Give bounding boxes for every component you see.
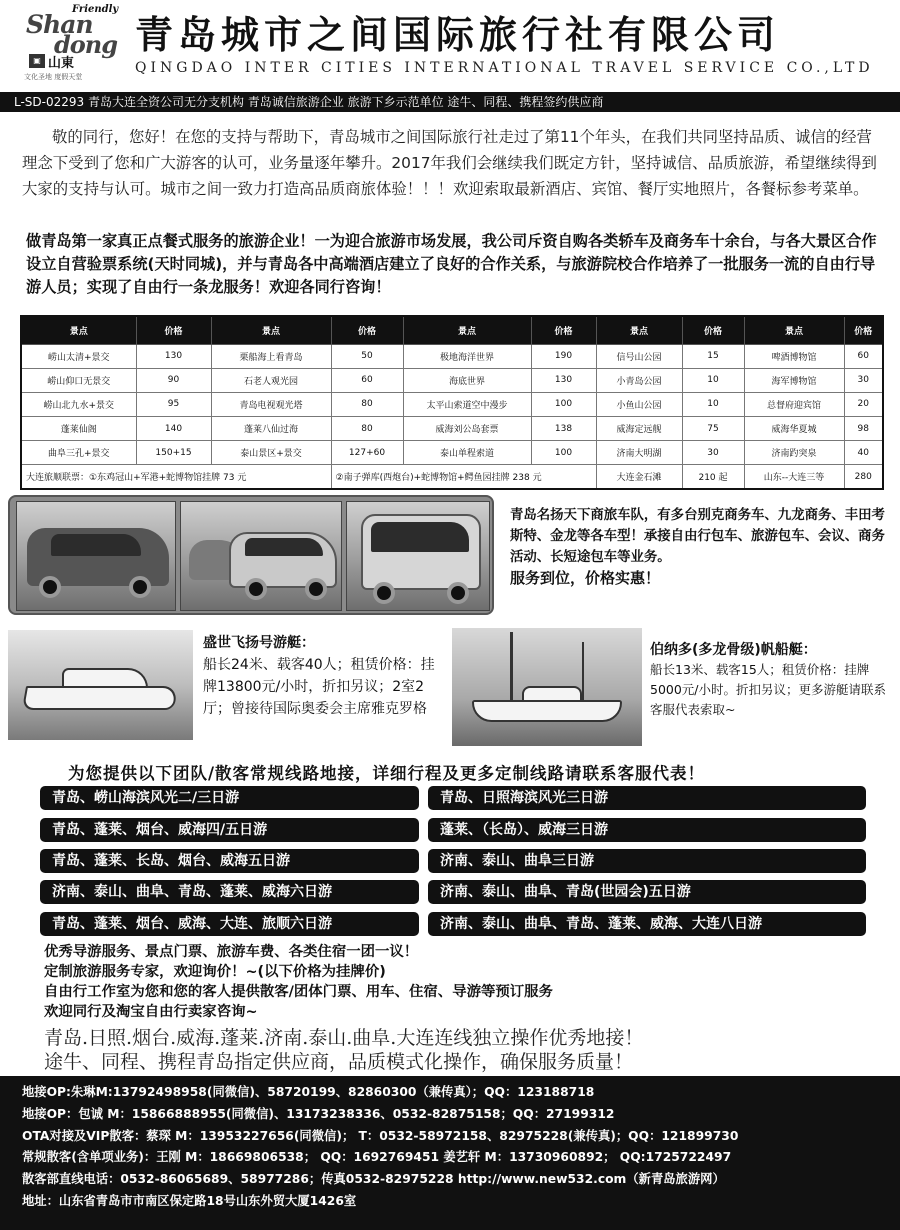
table-cell: 济南趵突泉 <box>744 441 844 465</box>
table-cell: 10 <box>682 392 744 416</box>
table-cell: 总督府迎宾馆 <box>744 392 844 416</box>
table-row <box>21 416 883 440</box>
buick-mpv-photo <box>16 501 176 611</box>
shandong-logo <box>14 4 124 84</box>
tagline <box>44 1026 874 1074</box>
service-line: 自由行工作室为您和您的客人提供散客/团体门票、用车、住宿、导游等预订服务 <box>44 984 553 1000</box>
table-cell: 青岛电视观光塔 <box>211 392 331 416</box>
table-cell: 威海定远舰 <box>596 416 682 440</box>
car-fleet-text: 青岛名扬天下商旅车队，有多台别克商务车、九龙商务、丰田考斯特、金龙等各车型！承接自由行包车、旅游包车、会议、商务活动、长短途包车等业务。 <box>510 508 885 565</box>
table-cell: 山东--大连三等 <box>744 465 844 489</box>
route-item: 青岛、蓬莱、烟台、威海、大连、旅顺六日游 <box>40 912 419 936</box>
table-cell: 280 <box>844 465 883 489</box>
table-cell: 威海华夏城 <box>744 416 844 440</box>
motor-yacht-body: 船长24米、载客40人；租赁价格：挂牌13800元/小时，折扣另议；2室2厅；曾接待国际奥委会主席雅克罗格 <box>203 657 435 717</box>
table-cell: 太平山索道空中漫步 <box>403 392 531 416</box>
table-cell: 80 <box>331 416 403 440</box>
route-item: 蓬莱、（长岛）、威海三日游 <box>428 818 866 842</box>
yacht-hull-shape <box>22 686 178 710</box>
car-fleet-photos <box>8 495 494 615</box>
wheel-icon <box>245 578 267 600</box>
route-item: 济南、泰山、曲阜、青岛(世园会)五日游 <box>428 880 866 904</box>
table-cell: 100 <box>531 392 596 416</box>
sailboat-cabin-shape <box>522 686 582 702</box>
yacht-cabin-shape <box>62 668 148 688</box>
header-cell: 价格 <box>682 316 744 344</box>
tagline-line: 青岛.日照.烟台.威海.蓬莱.济南.泰山.曲阜.大连连线独立操作优秀地接！ <box>44 1027 644 1049</box>
contact-line: 地接OP：包诚 M：15866888955(同微信)、13173238336、0532-82875158；QQ：27199312 <box>22 1106 615 1121</box>
logo-shan: Shan <box>26 10 93 39</box>
coach-bus-photo <box>346 501 490 611</box>
wheel-icon <box>305 578 327 600</box>
intro-paragraph <box>22 124 882 202</box>
car-fleet-emphasis: 服务到位，价格实惠！ <box>510 569 661 587</box>
table-cell: 蓬莱八仙过海 <box>211 416 331 440</box>
contacts-footer <box>0 1076 900 1230</box>
sailboat-hull-shape <box>472 700 622 722</box>
table-cell: 曲阜三孔+景交 <box>21 441 136 465</box>
table-cell: 98 <box>844 416 883 440</box>
route-item: 青岛、蓬莱、长岛、烟台、威海五日游 <box>40 849 419 873</box>
logo-dong: dong <box>54 30 118 59</box>
table-cell: 泰山单程索道 <box>403 441 531 465</box>
table-cell: 80 <box>331 392 403 416</box>
motor-yacht-photo <box>8 630 193 740</box>
table-cell: 济南大明湖 <box>596 441 682 465</box>
logo-seal-icon: ▣ <box>29 54 45 68</box>
route-item: 济南、泰山、曲阜、青岛、蓬莱、威海六日游 <box>40 880 419 904</box>
table-cell: 50 <box>331 344 403 368</box>
table-cell: 海底世界 <box>403 368 531 392</box>
header-cell: 景点 <box>21 316 136 344</box>
page-header <box>0 0 900 92</box>
wheel-icon <box>39 576 61 598</box>
table-cell: 75 <box>682 416 744 440</box>
contact-line: OTA对接及VIP散客：蔡琛 M：13953227656(同微信)； T：0532-58972158、82975228(兼传真)；QQ：121899730 <box>22 1128 739 1143</box>
table-row <box>21 441 883 465</box>
wheel-icon <box>129 576 151 598</box>
combo-ticket-2: ②南子弹库(西炮台)+蛇博物馆+鳄鱼园挂牌 238 元 <box>331 465 596 489</box>
header-cell: 价格 <box>331 316 403 344</box>
logo-slogan: 文化圣地 度假天堂 <box>24 73 83 81</box>
vans-photo <box>180 501 342 611</box>
table-cell: 100 <box>531 441 596 465</box>
header-cell: 景点 <box>403 316 531 344</box>
table-cell: 15 <box>682 344 744 368</box>
intro-text: 敬的同行，您好！在您的支持与帮助下，青岛城市之间国际旅行社走过了第11个年头，在我们共同坚持品质、诚信的经营理念下受到了您和广大游客的认可，业务量逐年攀升。2017年我们会继续我们既定方针，坚持诚信、品质旅游，希望继续得到大家的支持与认可。城市之间一致力打造高品质商旅体验！！！欢迎索取最新酒店、宾馆、餐厅实地照片，各餐标参考菜单。 <box>22 128 877 198</box>
table-cell: 90 <box>136 368 211 392</box>
header-cell: 价格 <box>844 316 883 344</box>
promo-paragraph: 做青岛第一家真正点餐式服务的旅游企业！一为迎合旅游市场发展，我公司斥资自购各类轿车及商务车十余台，与各大景区合作设立自营验票系统(天时同城)，并与青岛各中高端酒店建立了良好的合作关系，与旅游院校合作培养了一批服务一流的自由行导游人员；实现了自由行一条龙服务！欢迎各同行咨询！ <box>26 232 877 296</box>
routes-title: 为您提供以下团队/散客常规线路地接，详细行程及更多定制线路请联系客服代表！ <box>68 764 706 783</box>
sailboat-body: 船长13米、载客15人；租赁价格：挂牌5000元/小时。折扣另议；更多游艇请联系客服代表索取~ <box>650 662 887 717</box>
motor-yacht-title: 盛世飞扬号游艇： <box>203 635 315 651</box>
sailboat-photo <box>452 628 642 746</box>
table-cell: 大连金石滩 <box>596 465 682 489</box>
table-cell: 210 起 <box>682 465 744 489</box>
table-cell: 140 <box>136 416 211 440</box>
tagline-line: 途牛、同程、携程青岛指定供应商，品质模式化操作，确保服务质量！ <box>44 1051 634 1073</box>
route-item: 青岛、崂山海滨风光二/三日游 <box>40 786 419 810</box>
table-cell: 极地海洋世界 <box>403 344 531 368</box>
table-row <box>21 392 883 416</box>
table-cell: 小青岛公园 <box>596 368 682 392</box>
table-cell: 蓬莱仙阁 <box>21 416 136 440</box>
car-window-shape <box>245 538 323 556</box>
table-row <box>21 344 883 368</box>
contact-line: 常规散客(含单项业务)：王刚 M：18669806538； QQ：1692769451 姜艺轩 M：13730960892； QQ:1725722497 <box>22 1150 732 1165</box>
wheel-icon <box>373 582 395 604</box>
table-row <box>21 368 883 392</box>
sailboat-title: 伯纳多(多龙骨级)帆船艇： <box>650 642 817 658</box>
table-cell: 栗船海上看青岛 <box>211 344 331 368</box>
table-cell: 130 <box>136 344 211 368</box>
services-list <box>44 942 874 1022</box>
service-line: 优秀导游服务、景点门票、旅游车费、各类住宿一团一议！ <box>44 944 419 960</box>
car-fleet-description <box>510 505 888 589</box>
table-cell: 10 <box>682 368 744 392</box>
table-cell: 崂山北九水+景交 <box>21 392 136 416</box>
license-bar: L-SD-02293 青岛大连全资公司无分支机构 青岛诚信旅游企业 旅游下乡示范单位 途牛、同程、携程签约供应商 <box>0 92 900 112</box>
wheel-icon <box>447 582 469 604</box>
table-cell: 30 <box>682 441 744 465</box>
table-cell: 石老人观光园 <box>211 368 331 392</box>
table-cell: 威海刘公岛套票 <box>403 416 531 440</box>
table-cell: 130 <box>531 368 596 392</box>
table-cell: 40 <box>844 441 883 465</box>
header-cell: 景点 <box>596 316 682 344</box>
table-cell: 150+15 <box>136 441 211 465</box>
company-title-en: QINGDAO INTER CITIES INTERNATIONAL TRAVEL SERVICE CO.,LTD <box>135 60 874 76</box>
contact-line: 地接OP:朱琳M:13792498958(同微信)、58720199、82860300（兼传真）；QQ：123188718 <box>22 1085 595 1099</box>
car-window-shape <box>51 534 141 556</box>
table-cell: 30 <box>844 368 883 392</box>
table-cell: 崂山太清+景交 <box>21 344 136 368</box>
table-footer-row <box>21 465 883 489</box>
price-table <box>20 315 884 490</box>
car-window-shape <box>371 522 469 552</box>
route-item: 济南、泰山、曲阜三日游 <box>428 849 866 873</box>
table-cell: 啤酒博物馆 <box>744 344 844 368</box>
table-cell: 138 <box>531 416 596 440</box>
table-cell: 190 <box>531 344 596 368</box>
table-cell: 127+60 <box>331 441 403 465</box>
table-cell: 60 <box>844 344 883 368</box>
contact-line: 散客部直线电话：0532-86065689、58977286；传真0532-82975228 http://www.new532.com（新青岛旅游网） <box>22 1172 725 1187</box>
contact-address: 地址：山东省青岛市市南区保定路18号山东外贸大厦1426室 <box>22 1193 357 1208</box>
company-title-cn: 青岛城市之间国际旅行社有限公司 <box>135 13 781 57</box>
table-cell: 60 <box>331 368 403 392</box>
header-cell: 景点 <box>211 316 331 344</box>
table-cell: 20 <box>844 392 883 416</box>
combo-ticket-1: 大连旅顺联票：①东鸡冠山+军港+蛇博物馆挂牌 73 元 <box>21 465 331 489</box>
table-header-row <box>21 316 883 344</box>
table-cell: 崂山仰口无景交 <box>21 368 136 392</box>
table-cell: 海军博物馆 <box>744 368 844 392</box>
table-cell: 泰山景区+景交 <box>211 441 331 465</box>
service-line: 定制旅游服务专家，欢迎询价！~(以下价格为挂牌价) <box>44 964 386 980</box>
header-cell: 景点 <box>744 316 844 344</box>
service-line: 欢迎同行及淘宝自由行卖家咨询~ <box>44 1004 258 1020</box>
logo-friendly: Friendly <box>72 4 119 15</box>
table-cell: 信号山公园 <box>596 344 682 368</box>
logo-cn: 山東 <box>48 56 75 71</box>
motor-yacht-info <box>203 632 448 720</box>
sailboat-info <box>650 640 895 720</box>
route-item: 青岛、日照海滨风光三日游 <box>428 786 866 810</box>
header-cell: 价格 <box>136 316 211 344</box>
route-item: 济南、泰山、曲阜、青岛、蓬莱、威海、大连八日游 <box>428 912 866 936</box>
table-cell: 小鱼山公园 <box>596 392 682 416</box>
table-cell: 95 <box>136 392 211 416</box>
route-item: 青岛、蓬莱、烟台、威海四/五日游 <box>40 818 419 842</box>
header-cell: 价格 <box>531 316 596 344</box>
